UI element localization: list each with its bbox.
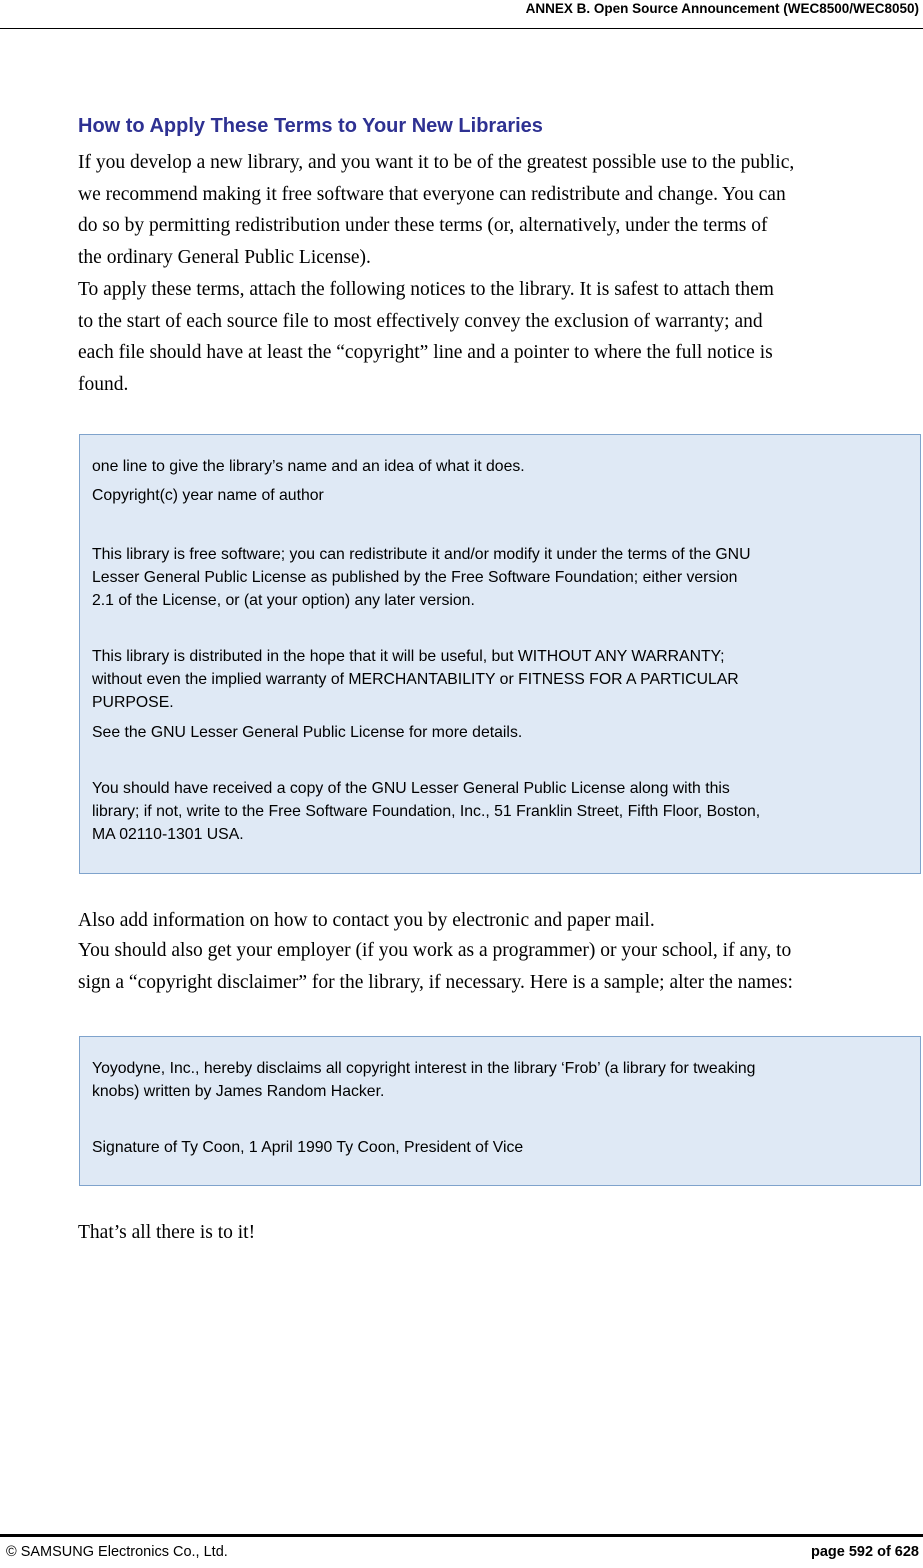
license-notice-box bbox=[79, 434, 921, 874]
page-footer bbox=[0, 1534, 923, 1568]
text-line: You should also get your employer (if you work as a programmer) or your school, if any, to bbox=[78, 940, 792, 961]
text-line: That’s all there is to it! bbox=[78, 1222, 256, 1243]
disclaimer-line: Yoyodyne, Inc., hereby disclaims all copyright interest in the library ‘Frob’ (a library for tweaking bbox=[92, 1060, 756, 1077]
notice-line: This library is distributed in the hope that it will be useful, but WITHOUT ANY WARRANTY; bbox=[92, 648, 725, 665]
text-line: found. bbox=[78, 374, 129, 396]
closing-text bbox=[78, 1217, 255, 1249]
text-line: If you develop a new library, and you want it to be of the greatest possible use to the public, bbox=[78, 152, 795, 173]
notice-line: You should have received a copy of the GNU Lesser General Public License along with this bbox=[92, 780, 730, 797]
footer-copyright: © SAMSUNG Electronics Co., Ltd. bbox=[6, 1544, 228, 1560]
text-line: each file should have at least the “copyright” line and a pointer to where the full notice is bbox=[78, 342, 773, 364]
disclaimer-line: knobs) written by James Random Hacker. bbox=[92, 1083, 385, 1100]
text-line: we recommend making it free software that everyone can redistribute and change. You can bbox=[78, 183, 786, 205]
text-line: sign a “copyright disclaimer” for the library, if necessary. Here is a sample; alter the names: bbox=[78, 971, 793, 993]
text-line: do so by permitting redistribution under these terms (or, alternatively, under the terms of bbox=[78, 215, 768, 237]
header-title: ANNEX B. Open Source Announcement (WEC8500/WEC8050) bbox=[525, 1, 919, 16]
text-line: to the start of each source file to most effectively convey the exclusion of warranty; and bbox=[78, 310, 763, 332]
text-line: Also add information on how to contact you by electronic and paper mail. bbox=[78, 910, 655, 931]
notice-line: 2.1 of the License, or (at your option) any later version. bbox=[92, 592, 475, 609]
notice-line: Copyright(c) year name of author bbox=[92, 487, 324, 504]
notice-line: library; if not, write to the Free Software Foundation, Inc., 51 Franklin Street, Fifth Floor, Boston, bbox=[92, 803, 761, 820]
intro-paragraph-1 bbox=[78, 147, 794, 274]
disclaimer-line: Signature of Ty Coon, 1 April 1990 Ty Coon, President of Vice bbox=[92, 1139, 524, 1156]
notice-line: Lesser General Public License as published by the Free Software Foundation; either version bbox=[92, 569, 738, 586]
section-heading: How to Apply These Terms to Your New Libraries bbox=[78, 115, 543, 137]
text-line: the ordinary General Public License). bbox=[78, 247, 371, 269]
copyright-disclaimer-box bbox=[79, 1036, 921, 1186]
notice-line: MA 02110-1301 USA. bbox=[92, 826, 244, 843]
notice-line: See the GNU Lesser General Public License for more details. bbox=[92, 724, 523, 741]
notice-line: one line to give the library’s name and an idea of what it does. bbox=[92, 458, 525, 475]
footer-page-number: page 592 of 628 bbox=[811, 1544, 919, 1560]
contact-paragraph-2 bbox=[78, 935, 793, 998]
text-line: To apply these terms, attach the following notices to the library. It is safest to attach them bbox=[78, 279, 774, 300]
contact-paragraph-1 bbox=[78, 905, 655, 937]
intro-paragraph-2 bbox=[78, 274, 774, 401]
notice-line: without even the implied warranty of MERCHANTABILITY or FITNESS FOR A PARTICULAR bbox=[92, 671, 739, 688]
notice-line: PURPOSE. bbox=[92, 694, 174, 711]
notice-line: This library is free software; you can redistribute it and/or modify it under the terms of the GNU bbox=[92, 546, 751, 563]
page-header bbox=[0, 0, 923, 29]
